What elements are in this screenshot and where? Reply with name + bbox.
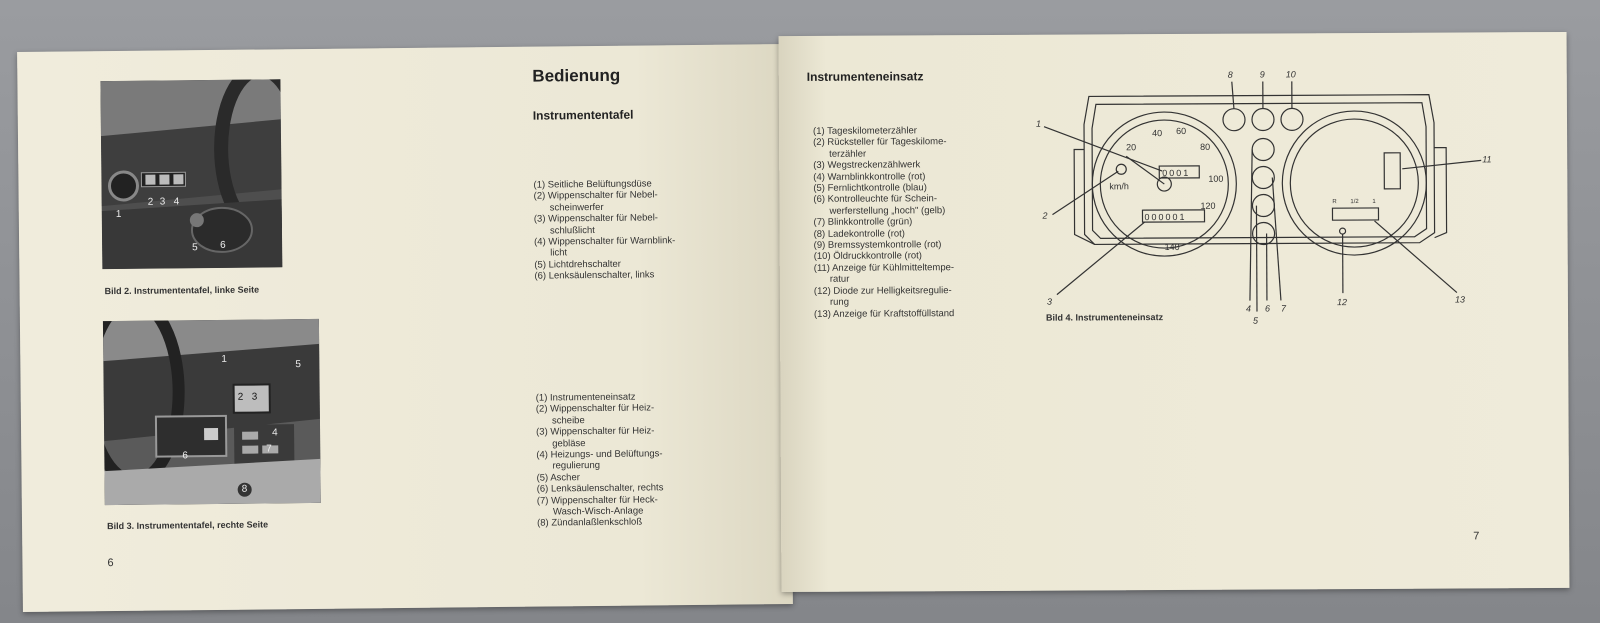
callout-10: 10 [1285, 69, 1296, 80]
legend-item: rung [829, 296, 849, 308]
legend-item: werferstellung „hoch" (gelb) [829, 205, 946, 217]
photo-dashboard-left [100, 79, 282, 269]
instrument-cluster-diagram [1034, 52, 1505, 329]
speed-tick-80: 80 [1200, 141, 1211, 152]
brightness-diode [1340, 228, 1346, 234]
legend-item: (13) Anzeige für Kraftstoffüllstand [813, 307, 955, 320]
callout-5: 5 [1253, 315, 1259, 326]
callout-line-3 [1057, 222, 1145, 294]
section-title-instrumenteneinsatz: Instrumenteneinsatz [806, 69, 924, 84]
legend-item: (8) Zündanlaßlenkschloß [536, 516, 643, 530]
callout-3: 3 [1046, 296, 1052, 307]
photo3-label-3: 3 [251, 391, 258, 403]
callout-2: 2 [1042, 210, 1048, 221]
legend-item: gebläse [552, 437, 586, 450]
legend-item: (1) Seitliche Belüftungsdüse [533, 178, 652, 191]
legend-item: (6) Kontrolleuchte für Schein- [813, 193, 937, 206]
legend-item: (5) Lichtdrehschalter [534, 258, 622, 271]
fuel-scale-full: 1 [1372, 198, 1376, 205]
legend-item: scheibe [551, 414, 585, 427]
legend-item: (6) Lenksäulenschalter, rechts [536, 482, 664, 495]
photo3-label-1: 1 [221, 353, 227, 365]
photo3-label-7: 7 [266, 443, 272, 455]
legend-item: (1) Tageskilometerzähler [813, 125, 917, 137]
callout-line-5 [1256, 206, 1257, 312]
trip-reset-knob [1116, 164, 1126, 174]
callout-1: 1 [1035, 118, 1042, 129]
photo2-label-1: 1 [115, 208, 122, 221]
legend-item: (2) Wippenschalter für Nebel- [533, 189, 658, 203]
photo3-label-8: 8 [241, 483, 248, 495]
legend-item: ratur [829, 273, 850, 286]
charge-lamp-icon [1223, 109, 1245, 131]
legend-item: (2) Wippenschalter für Heiz- [535, 402, 655, 416]
speed-tick-120: 120 [1200, 200, 1216, 211]
photo2-label-3: 3 [159, 196, 166, 208]
page-number-left: 6 [107, 557, 114, 570]
speed-tick-20: 20 [1126, 142, 1137, 153]
section-title-bedienung: Bedienung [532, 65, 621, 86]
photo-dashboard-right-svg [103, 319, 321, 505]
photo-dashboard-left-svg [100, 79, 282, 269]
cluster-mount-right [1434, 148, 1446, 238]
legend-item: (3) Wippenschalter für Heiz- [536, 425, 655, 438]
headlight-level-lamp-icon [1253, 222, 1275, 244]
legend-item: (5) Fernlichtkontrolle (blau) [813, 182, 927, 194]
photo2-label-6: 6 [220, 239, 226, 251]
callout-4: 4 [1245, 303, 1252, 314]
legend-item: (10) Öldruckkontrolle (rot) [813, 250, 922, 263]
trip-counter-digits: 0001 [1162, 167, 1191, 179]
legend-item: (4) Heizungs- und Belüftungs- [536, 448, 663, 461]
legend-item: regulierung [552, 460, 601, 472]
legend-item: (1) Instrumenteneinsatz [535, 391, 636, 404]
right-gauge-outer [1282, 111, 1427, 256]
callout-9: 9 [1259, 69, 1265, 80]
legend-item: schlußlicht [549, 224, 595, 237]
legend-item: (2) Rücksteller für Tageskilome- [813, 136, 947, 149]
legend-item: (11) Anzeige für Kühlmitteltempe- [813, 262, 955, 274]
speed-tick-100: 100 [1208, 173, 1224, 184]
figure2-caption: Bild 2. Instrumententafel, linke Seite [104, 284, 260, 297]
legend-item: (3) Wippenschalter für Nebel- [533, 212, 658, 225]
callout-6: 6 [1264, 303, 1271, 314]
right-page [779, 32, 1570, 592]
legend-item: (12) Diode zur Helligkeitsregulie- [813, 284, 952, 297]
legend-item: (4) Wippenschalter für Warnblink- [534, 235, 676, 248]
subsection-title-instrumententafel: Instrumententafel [532, 107, 634, 123]
legend-item: (9) Bremssystemkontrolle (rot) [813, 239, 942, 251]
callout-12: 12 [1336, 297, 1347, 308]
photo2-label-5: 5 [192, 242, 198, 254]
fuel-scale-half: 1/2 [1350, 199, 1359, 206]
photo3-label-4: 4 [272, 427, 278, 439]
legend-item: Wasch-Wisch-Anlage [552, 505, 644, 518]
page-number-right: 7 [1473, 530, 1480, 543]
odometer-digits: 000001 [1144, 211, 1187, 223]
legend-item: licht [550, 247, 568, 259]
callout-7: 7 [1280, 303, 1287, 314]
speed-tick-40: 40 [1152, 128, 1163, 139]
photo2-label-4: 4 [173, 196, 180, 208]
left-page [17, 44, 793, 612]
callout-line-13 [1375, 221, 1457, 293]
speed-unit: km/h [1109, 181, 1129, 192]
legend-item: (8) Ladekontrolle (rot) [813, 228, 905, 240]
callout-line-4 [1249, 150, 1253, 301]
legend-item: (3) Wegstreckenzählwerk [813, 159, 921, 172]
legend-list-left-side [533, 178, 704, 282]
callout-13: 13 [1454, 294, 1465, 305]
legend-item: terzähler [829, 148, 867, 160]
indicator-lamp-icon [1252, 166, 1274, 188]
callout-8: 8 [1227, 69, 1233, 80]
figure3-caption: Bild 3. Instrumententafel, rechte Seite [107, 519, 269, 532]
brake-lamp-icon [1252, 108, 1274, 130]
legend-list-right-side [536, 391, 707, 530]
photo2-label-2: 2 [147, 196, 154, 208]
callout-line-2 [1052, 171, 1118, 214]
legend-item: (6) Lenksäulenschalter, links [534, 269, 655, 282]
legend-item: (4) Warnblinkkontrolle (rot) [813, 170, 926, 183]
legend-item: (7) Blinkkontrolle (grün) [813, 216, 913, 229]
photo-dashboard-right [103, 319, 321, 505]
fuel-scale-r: R [1332, 199, 1337, 206]
fuel-gauge-box [1332, 208, 1378, 220]
legend-item: (5) Ascher [536, 472, 580, 484]
legend-list-instrument-cluster [813, 125, 1014, 320]
oil-lamp-icon [1281, 108, 1303, 130]
legend-item: (7) Wippenschalter für Heck- [536, 494, 658, 507]
legend-item: scheinwerfer [549, 201, 604, 214]
callout-11: 11 [1482, 154, 1492, 165]
speed-tick-60: 60 [1176, 125, 1187, 136]
temp-gauge-box [1384, 153, 1400, 189]
photo3-label-5: 5 [295, 359, 301, 371]
hazard-lamp-icon [1252, 138, 1274, 160]
speed-tick-140: 140 [1164, 241, 1180, 253]
highbeam-lamp-icon [1252, 194, 1274, 216]
figure4-caption: Bild 4. Instrumenteneinsatz [1046, 312, 1164, 323]
photo3-label-2: 2 [237, 391, 244, 403]
photo3-label-6: 6 [182, 450, 188, 462]
right-gauge-inner [1290, 119, 1419, 248]
